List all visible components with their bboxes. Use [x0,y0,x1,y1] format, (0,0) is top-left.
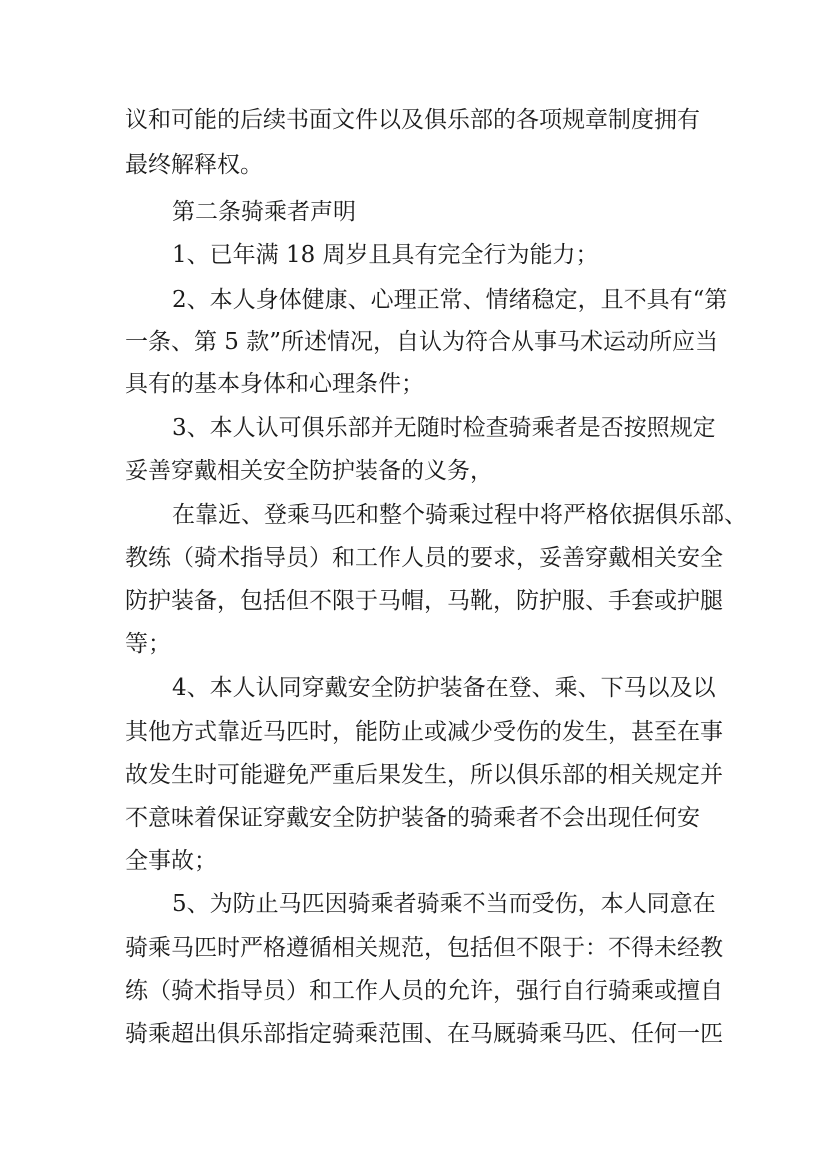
text-line: 最终解释权。 [125,152,263,178]
section-heading: 第二条骑乘者声明 [172,199,356,225]
text-line: 教练（骑术指导员）和工作人员的要求，妥善穿戴相关安全 [125,545,723,571]
text-line: 故发生时可能避免严重后果发生，所以俱乐部的相关规定并 [125,762,723,788]
text-line: 2、本人身体健康、心理正常、情绪稳定，且不具有“第 [172,287,728,313]
text-line: 4、本人认同穿戴安全防护装备在登、乘、下马以及以 [172,675,716,701]
text-line: 1、已年满 18 周岁且具有完全行为能力； [172,242,599,268]
text-line: 议和可能的后续书面文件以及俱乐部的各项规章制度拥有 [125,107,700,133]
text-line: 一条、第 5 款”所述情况，自认为符合从事马术运动所应当 [125,329,719,355]
text-line: 其他方式靠近马匹时，能防止或减少受伤的发生，甚至在事 [125,719,723,745]
text-line: 妥善穿戴相关安全防护装备的义务， [125,458,493,484]
text-line: 等； [125,631,171,657]
text-line: 3、本人认可俱乐部并无随时检查骑乘者是否按照规定 [172,415,716,441]
text-line: 全事故； [125,848,217,874]
text-line: 具有的基本身体和心理条件； [125,371,424,397]
text-line: 骑乘超出俱乐部指定骑乘范围、在马厩骑乘马匹、任何一匹 [125,1021,723,1047]
text-line: 骑乘马匹时严格遵循相关规范，包括但不限于：不得未经教 [125,935,723,961]
text-line: 练（骑术指导员）和工作人员的允许，强行自行骑乘或擅自 [125,978,723,1004]
text-line: 防护装备，包括但不限于马帽，马靴，防护服、手套或护腿 [125,588,723,614]
text-line: 不意味着保证穿戴安全防护装备的骑乘者不会出现任何安 [125,805,700,831]
text-line: 5、为防止马匹因骑乘者骑乘不当而受伤，本人同意在 [172,891,716,917]
text-line: 在靠近、登乘马匹和整个骑乘过程中将严格依据俱乐部、 [172,502,747,528]
